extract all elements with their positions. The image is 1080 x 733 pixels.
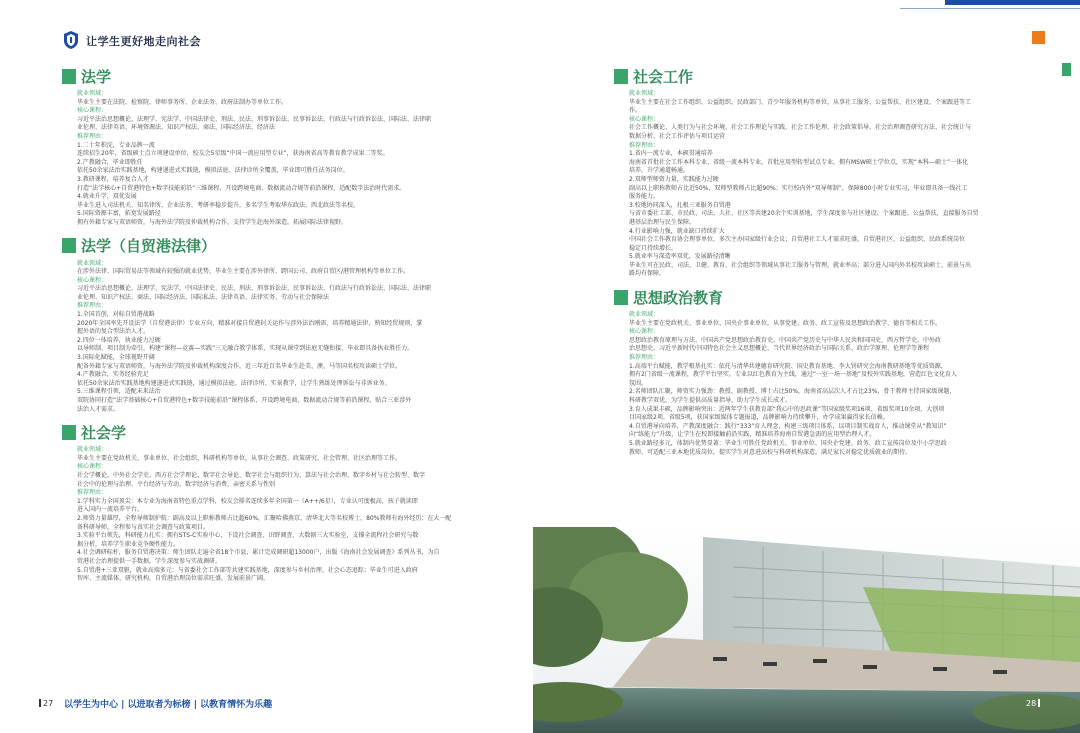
body-line: 2020年全国率先开设法学（自贸港法律）专业方向，精准对接自贸港封关运作与涉外法治刚需，培养精通法律、熟知经贸规则、掌 <box>77 319 423 327</box>
body-line: 路均有保障。 <box>629 270 666 278</box>
body-line: 2.四位一体培养，执业能力过硬 <box>77 336 161 344</box>
body-line: 在涉外法律、国际贸易法等领域有较强的就业优势，毕业生主要在涉外律所、跨国公司、政府自贸区/港管理机构等单位工作。 <box>77 268 410 276</box>
body-line: 智库、主流媒体、研究机构，自贸港治理岗位需求旺盛，发展前景广阔。 <box>77 575 270 583</box>
shield-logo-icon <box>62 30 80 50</box>
body-line: 业伦理、法律英语、环境资源法、知识产权法、商法、国际经济法、经济法 <box>77 124 276 132</box>
body-line: 双院协同打造“法学基础核心+自贸港特色+数字技能前沿”课程体系，开设跨境电商、数据流动合规等前沿课程，贴合三亚涉外 <box>77 397 412 404</box>
body-line: 毕业生主要在党政机关、事业单位、社会组织、科研机构等单位，从事社会调查、政策研究、社会管理、社区治理等工作。 <box>77 454 402 462</box>
body-line: 以导师制、项目制为牵引，构建“课程—竞赛—实践”三元融合教学体系，实现从课堂到法庭无缝衔接，毕业即具备执业胜任力。 <box>77 345 414 353</box>
section-heading: 思想政治教育 <box>633 288 724 307</box>
body-line: 毕业生主要在法院、检察院、律师事务所、企业法务、政府法制办等单位工作。 <box>77 98 288 106</box>
body-line: 氛围。 <box>629 379 648 387</box>
block-label: 就业领域： <box>77 259 108 267</box>
body-line: 目国家级2项、省级5项，获国家级媒体专题报道，品牌影响力持续攀升，办学成果赢得家长信赖。 <box>629 414 889 422</box>
section-title <box>62 66 502 86</box>
body-line: 习近平法治思想概论、法理学、宪法学、中国法律史、民法、刑法、刑事诉讼法、民事诉讼法、行政法与行政诉讼法、国际法、法律职 <box>77 285 432 293</box>
block-label: 核心课程： <box>629 328 660 336</box>
body-line: 依托50余家法治实践基地，构建递进式实践链，模拟法庭、法律诊所全覆盖，毕业即可胜任法务岗位。 <box>77 167 349 175</box>
block-label: 就业领域： <box>629 90 660 97</box>
body-line: 作。 <box>629 107 642 115</box>
body-line: 4.就业升学，双优发展 <box>77 193 137 201</box>
body-line: 毕业生主要在党政机关、事业单位、国央企事业单位，从事党建、政务、政工宣传及思想政治教学、德育等相关工作。 <box>629 319 942 327</box>
section-title-marker <box>62 238 76 253</box>
block-label: 就业领域： <box>629 311 660 319</box>
body-line: 3.育人成果丰硕，品牌影响突出：近两年学生获教育部“我心中的思政课”等国家级奖项16项、省级奖项10余项，大创项 <box>629 405 945 413</box>
block-label: 就业领域： <box>77 446 108 454</box>
block-label: 核心课程： <box>77 463 108 471</box>
body-line: 4.产教融合，实务经验充足 <box>77 371 149 379</box>
body-line: 业伦理、知识产权法、商法、国际经济法、国际私法、法律英语、法律实务、劳动与社会保障法 <box>77 293 330 301</box>
section-heading: 法学（自贸港法律） <box>81 237 217 255</box>
green-square-decoration <box>1062 63 1071 76</box>
page-number-right: 28 <box>1026 699 1040 708</box>
body-line: 1.省内一流专业，本硕贯通培养 <box>629 150 713 158</box>
body-line: 备科研导师，全程参与真实社会调查与政策项目。 <box>77 523 210 531</box>
body-line: 连续招生20年，省级硕士点立项建设单位，校友会5星级“中国一流应用型专业”，获海南省高等教育教学成果二等奖。 <box>77 150 389 158</box>
top-thin-line <box>900 8 1080 9</box>
body-line: 稳定且持续增长。 <box>629 244 678 252</box>
block-label: 推荐理由： <box>77 489 108 497</box>
body-line: 贸港社会治理提供一手数据，学生深度参与实战调研。 <box>77 557 222 565</box>
body-line: 5.就业路径多元，体制内优势显著：毕业生可胜任党政机关、事业单位、国央企党建、政务、政工宣传岗位及中小学思政 <box>629 439 947 447</box>
section-title <box>62 236 502 256</box>
section <box>62 66 502 228</box>
body-line: 科研教学双优，为学生提供高质量指导，助力学生成长成才。 <box>629 397 792 404</box>
page-number-left: 27 <box>39 699 53 708</box>
campus-photo <box>533 527 1080 733</box>
section-title <box>62 422 502 442</box>
body-line: 1.高端平台赋能，教学根基扎实：依托与清华共建德育研究院、国史教育基地、李大钊研究会海南教研基地等优质资源， <box>629 362 947 370</box>
body-line: 毕业生主要在社会工作组织、公益组织、民政部门、青少年服务机构等单位，从事社工服务、公益帮扶、社区建设、个案跟进等工 <box>629 98 972 106</box>
body-line: 5.就业率与深造率双优，发展路径清晰 <box>629 253 731 261</box>
body-line: 据分析，培养学生职业竞争硬性能力。 <box>77 540 180 548</box>
body-line: 3.校地协同深入，扎根三亚服务自贸港 <box>629 201 731 209</box>
orange-square-decoration <box>1032 31 1045 44</box>
body-line: 法治人才需求。 <box>77 405 120 413</box>
body-line: 思想政治教育原理与方法、中国共产党思想政治教育史、中国共产党历史与中华人民共和国国史、西方哲学史、中外政 <box>629 336 942 344</box>
left-column <box>62 66 502 592</box>
body-line: 拥有2门省级一流课程，教学平台坚实，专业以红色教育为主线，通过“一室一场一基地”及校外实践基地，营造红色文化育人 <box>629 371 958 379</box>
block-label: 推荐理由： <box>629 141 660 149</box>
body-line: 1.学科实力全国顶尖：本专业为海南省特色重点学科，校友会排名连续多年全国第一（A++/6星），专业认可度极高，孩子就读即 <box>77 497 418 505</box>
body-line: 2.师资力量雄厚，全程导师制护航：副高及以上职称教师占比超60%，汇聚哈佛燕京、清华北大等名校博士，80%教师有海外经历；在大一配 <box>77 514 452 522</box>
body-line: 社会学概论、中外社会学史、西方社会学理论、数字社会导论、数字社会与组织行为、算法与社会治理、数字乡村与社会转型、数字 <box>77 471 426 479</box>
section-title-marker <box>614 69 628 84</box>
body-line: 配备外籍专家与双语师资，与海外法学院及仲裁机构深度合作，近三年近百名毕业生赴美、澳、马等国名校攻读硕士学位。 <box>77 362 402 370</box>
brand-title: 让学生更好地走向社会 <box>86 35 201 48</box>
body-line: 3.国际化赋能，全球视野开阔 <box>77 354 155 362</box>
body-line: 拥有外籍专家与双语师资，与海外法学院及仲裁机构合作，支持学生赴海外深造，拓展国际法律视野。 <box>77 218 348 226</box>
body-line: 教师，可适配三亚本地优质岗位，提实学生对意进高校与科研机构深造，满足家长对稳定优质就业的期待。 <box>629 448 912 456</box>
body-line: 海南省首批社会工作本科专业、省级一流本科专业，首批应用型转型试点专业，拥有MSW硕士学位点，实现“本科—硕士”一体化 <box>629 158 969 166</box>
body-line: 习近平法治思想概论、法理学、宪法学、中国法律史、刑法、民法、刑事诉讼法、民事诉讼法、行政法与行政诉讼法、国际法、法律职 <box>77 115 432 123</box>
body-line: 2.名师团队汇聚，师资实力强劲：教授、副教授、博士占比50%，海南省高层次人才占比23%，骨干教师主持国家级课题， <box>629 388 956 396</box>
section <box>62 236 502 415</box>
top-blue-bar <box>945 0 1080 5</box>
body-line: 服务能力。 <box>629 193 660 201</box>
body-line: 与省市委社工部、市民政、司法、人社、社区等共建20余个实训基地，学生深度参与社区建设、个案跟进、公益帮扶，直接服务自贸 <box>629 210 979 218</box>
body-line: 培养，升学通道畅通。 <box>629 167 690 175</box>
body-line: 治思想史、习近平新时代中国特色社会主义思想概论、当代世界经济政治与国际关系、政治学原理、伦理学等课程 <box>629 345 930 353</box>
body-line: 1.二十年积淀，专业品牌一流 <box>77 141 155 149</box>
body-line: 3.教研课程，培养复合人才 <box>77 175 149 183</box>
body-line: 3.实验平台领先，科研能力扎实：拥有STS-C实验中心，下设社会调查、田野调查、大数据三大实验室，支撑全流程社会研究与数 <box>77 532 419 540</box>
body-line: 5.自贸港+三亚双驱，就业高端多元：与省委社会工作部等共建实践基地，深度参与乡村治理、社会心态追踪；毕业生可进入政府 <box>77 566 418 574</box>
block-label: 核心课程： <box>77 107 108 115</box>
block-label: 就业领域： <box>77 90 108 97</box>
body-line: 中国社会工作教育协会理事单位，多次主办国家级行业会议；自贸港社工人才需求旺盛，自贸港社区、公益组织、民政系统岗位 <box>629 236 966 244</box>
body-line: 社会工作概论、人类行为与社会环境、社会工作理论与实践、社会工作伦理、社会政策倡导、社会治理调查研究方法、社会统计与 <box>629 124 972 132</box>
block-label: 推荐理由： <box>629 354 660 362</box>
block-label: 核心课程： <box>77 276 108 284</box>
section <box>614 287 1024 457</box>
body-line: 5.国际资源丰富，拓宽发展路径 <box>77 210 161 218</box>
section <box>614 66 1024 279</box>
section-title <box>614 66 1024 86</box>
body-line: 副高以上职称教师占比近50%，双师型教师占比超90%；实行校内外“双导师制”，保障800小时专业实习，毕业即具备一线社工 <box>629 184 968 192</box>
section <box>62 422 502 584</box>
body-line: 2.双师型师资力量，实践能力过硬 <box>629 175 719 183</box>
body-line: 4.社会调研标杆，服务自贸港决策：师生团队走遍全省18个市县，累计完成调研超13000户，出版《海南社会发展调查》系列丛书，为自 <box>77 549 440 557</box>
block-label: 核心课程： <box>629 115 660 123</box>
section-title-marker <box>62 69 76 84</box>
body-line: 向“练能力”升级，让学生在校即接触前沿实践，精准培养海南自贸港急需的应用型治理人才。 <box>629 431 876 439</box>
right-column <box>614 66 1024 465</box>
section-title <box>614 287 1024 307</box>
body-line: 进入国内一流培养平台。 <box>77 506 144 514</box>
body-line: 4.自贸港导向培养，产教深度融合：践行“333”育人理念，构建三级项目体系，以项目制实战育人，推动课堂从“教知识” <box>629 422 947 430</box>
body-line: 5.三维课程引领，适配未来法治 <box>77 388 161 396</box>
body-line: 社会中的伦理与治理、平台经济与劳动、数字经济与消费、亲密关系与性别 <box>77 480 276 488</box>
body-line: 港基层治理与民生保障。 <box>629 218 696 226</box>
body-line: 数据分析、社会工作评估与项目运营 <box>629 132 726 140</box>
section-heading: 法学 <box>81 67 112 86</box>
body-line: 握外语的复合型法治人才。 <box>77 328 150 336</box>
body-line: 毕业生进入司法机关、知名律所、企业法务，考研率稳步提升，多名学生考取华东政法、西北政法等名校。 <box>77 201 360 209</box>
block-label: 推荐理由： <box>77 132 108 140</box>
footer-slogan: 以学生为中心 | 以进取者为标榜 | 以教育情怀为乐趣 <box>64 700 273 710</box>
body-line: 2.产教融合，毕业即胜任 <box>77 158 143 166</box>
section-heading: 社会学 <box>81 423 127 442</box>
body-line: 依托50余家法治实践基地构建递进式实践链，通过模拟法庭、法律诊所、实景教学，让学生熟练处理诉讼与非诉业务。 <box>77 379 391 387</box>
body-line: 1.全国首创，对标自贸港战略 <box>77 311 155 319</box>
block-label: 推荐理由： <box>77 302 108 310</box>
body-line: 毕业生可在民政、司法、卫健、教育、社会组织等领域从事社工服务与管理，就业率高；部分进入国内外名校攻读硕士，前景与出 <box>629 261 972 269</box>
section-heading: 社会工作 <box>633 67 694 86</box>
section-title-marker <box>62 425 76 440</box>
body-line: 打造“法学核心+自贸港特色+数字技能前沿”三维课程，开设跨境电商、数据流动合规等前沿课程，适配数字法治时代需求。 <box>77 184 406 192</box>
section-title-marker <box>614 290 628 305</box>
body-line: 4.行业影响力强，就业缺口持续扩大 <box>629 227 725 235</box>
